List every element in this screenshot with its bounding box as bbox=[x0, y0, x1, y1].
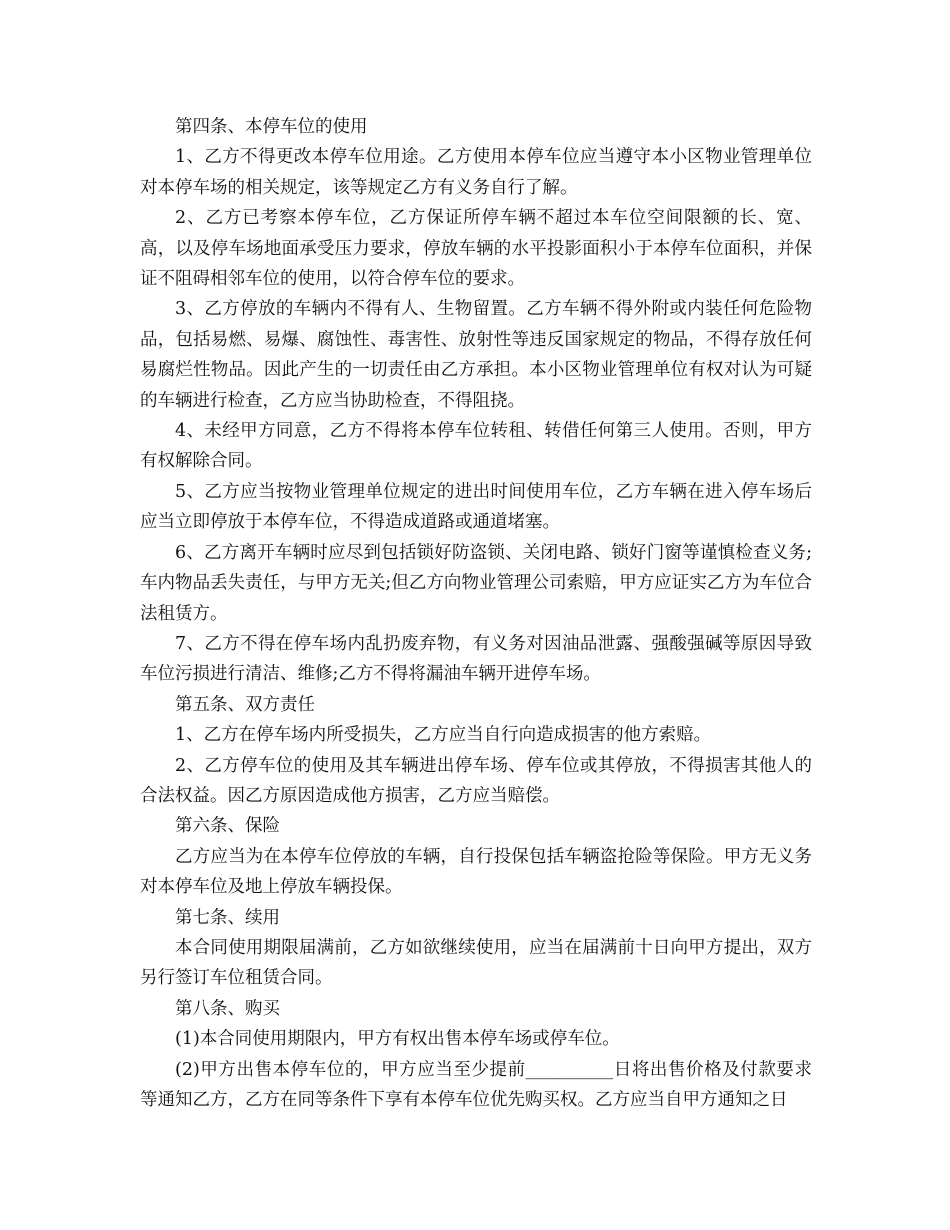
paragraph: 1、乙方在停车场内所受损失，乙方应当自行向造成损害的他方索赔。 bbox=[175, 725, 712, 746]
paragraph: 7、乙方不得在停车场内乱扔废弃物，有义务对因油品泄露、强酸强碱等原因导致车位污损进行清洁、维修;乙方不得将漏油车辆开进停车场。 bbox=[140, 633, 812, 685]
paragraph: 6、乙方离开车辆时应尽到包括锁好防盗锁、关闭电路、锁好门窗等谨慎检查义务;车内物品丢失责任，与甲方无关;但乙方向物业管理公司索赔，甲方应证实乙方为车位合法租赁方。 bbox=[140, 542, 812, 624]
paragraph: 2、乙方已考察本停车位，乙方保证所停车辆不超过本车位空间限额的长、宽、高，以及停车场地面承受压力要求，停放车辆的水平投影面积小于本停车位面积，并保证不阻碍相邻车位的使用，以符合停车位的要求。 bbox=[140, 208, 812, 290]
section-heading-8: 第八条、购买 bbox=[175, 998, 280, 1019]
paragraph: (1)本合同使用期限内，甲方有权出售本停车场或停车位。 bbox=[175, 1029, 620, 1050]
paragraph: 2、乙方停车位的使用及其车辆进出停车场、停车位或其停放，不得损害其他人的合法权益。因乙方原因造成他方损害，乙方应当赔偿。 bbox=[140, 755, 812, 806]
section-heading-5: 第五条、双方责任 bbox=[175, 694, 315, 715]
paragraph: 乙方应当为在本停车位停放的车辆，自行投保包括车辆盗抢险等保险。甲方无义务对本停车位及地上停放车辆投保。 bbox=[140, 846, 812, 898]
paragraph: 本合同使用期限届满前，乙方如欲继续使用，应当在届满前十日向甲方提出，双方另行签订车位租赁合同。 bbox=[140, 937, 812, 989]
document-body bbox=[140, 112, 812, 1115]
paragraph: 5、乙方应当按物业管理单位规定的进出时间使用车位，乙方车辆在进入停车场后应当立即停放于本停车位，不得造成道路或通道堵塞。 bbox=[140, 481, 812, 533]
section-heading-4: 第四条、本停车位的使用 bbox=[175, 117, 368, 137]
paragraph: 3、乙方停放的车辆内不得有人、生物留置。乙方车辆不得外附或内装任何危险物品，包括易燃、易爆、腐蚀性、毒害性、放射性等违反国家规定的物品，不得存放任何易腐烂性物品。因此产生的一切责任由乙方承担。本小区物业管理单位有权对认为可疑的车辆进行检查，乙方应当协助检查，不得阻挠。 bbox=[140, 299, 812, 411]
paragraph: (2)甲方出售本停车位的，甲方应当至少提前__________日将出售价格及付款要求等通知乙方，乙方在同等条件下享有本停车位优先购买权。乙方应当自甲方通知之日 bbox=[140, 1059, 812, 1110]
paragraph: 1、乙方不得更改本停车位用途。乙方使用本停车位应当遵守本小区物业管理单位对本停车场的相关规定，该等规定乙方有义务自行了解。 bbox=[140, 147, 812, 198]
section-heading-7: 第七条、续用 bbox=[175, 907, 280, 928]
section-heading-6: 第六条、保险 bbox=[175, 816, 280, 837]
paragraph: 4、未经甲方同意，乙方不得将本停车位转租、转借任何第三人使用。否则，甲方有权解除合同。 bbox=[140, 421, 812, 472]
